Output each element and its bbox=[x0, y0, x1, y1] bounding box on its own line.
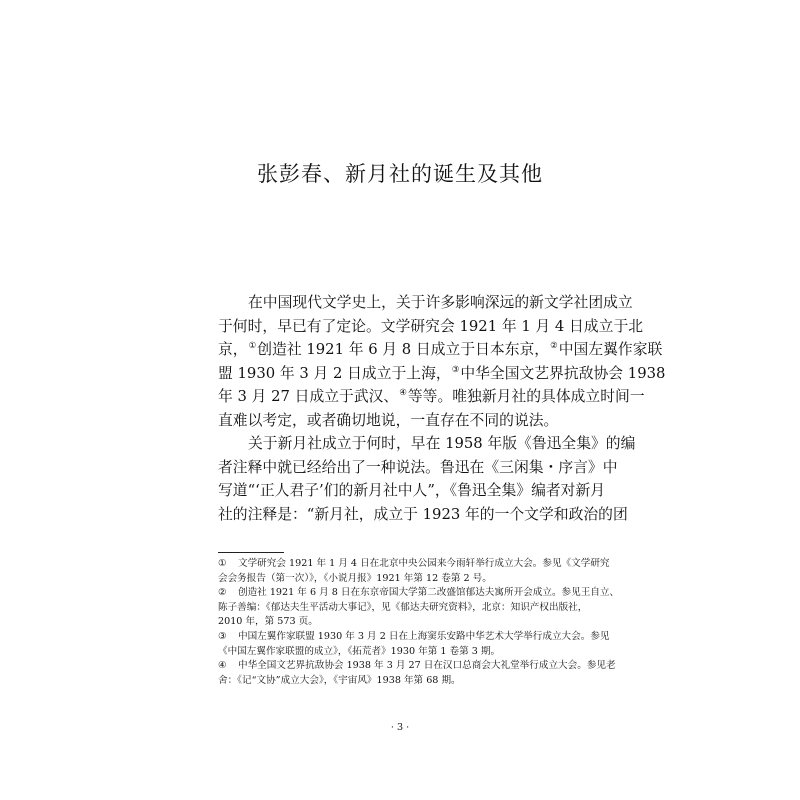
body-line: 直难以考定，或者确切地说，一直存在不同的说法。 bbox=[218, 411, 559, 429]
footnote-number: ② bbox=[218, 587, 227, 599]
body-line bbox=[218, 362, 666, 386]
body-segment: 年 3 月 27 日成立于武汉、 bbox=[218, 388, 399, 405]
body-line: 写道“‘正人君子’们的新月社中人”，《鲁迅全集》编者对新月 bbox=[218, 482, 606, 499]
footnote-line bbox=[218, 630, 610, 645]
body-segment: 中华全国文艺界抗敌协会 1938 bbox=[460, 364, 666, 382]
body-line: 社的注释是：“新月社，成立于 1923 年的一个文学和政治的团 bbox=[218, 505, 628, 523]
footnote-ref-2: ② bbox=[550, 341, 558, 351]
footnote-text: 创造社 1921 年 6 月 8 日在东京帝国大学第二改盛馆郁达夫寓所开会成立。参见王自立、 bbox=[238, 587, 620, 599]
body-line: 者注释中就已经给出了一种说法。鲁迅在《三闲集・序言》中 bbox=[218, 458, 618, 476]
footnote-number: ③ bbox=[218, 630, 227, 642]
footnote-number: ④ bbox=[218, 660, 227, 672]
body-segment: 等等。唯独新月社的具体成立时间一 bbox=[407, 388, 645, 405]
footnote-line bbox=[218, 659, 616, 674]
chapter-title: 张彭春、新月社的诞生及其他 bbox=[257, 162, 543, 186]
footnote-number: ① bbox=[218, 558, 227, 569]
body-line bbox=[218, 385, 645, 409]
footnote-line: 《中国左翼作家联盟的成立》，《拓荒者》1930 年第 1 卷第 3 期。 bbox=[218, 645, 501, 657]
footnote-divider bbox=[218, 552, 284, 553]
body-segment: 京， bbox=[218, 341, 248, 358]
footnote-text: 文学研究会 1921 年 1 月 4 日在北京中央公园来今雨轩举行成立大会。参见《文学研究 bbox=[238, 558, 610, 569]
footnote-ref-1: ① bbox=[248, 341, 257, 351]
footnote-line: 会会务报告（第一次）》，《小说月报》1921 年第 12 卷第 2 号。 bbox=[218, 572, 492, 584]
body-line: 关于新月社成立于何时，早在 1958 年版《鲁迅全集》的编 bbox=[248, 435, 636, 452]
body-segment: 创造社 1921 年 6 月 8 日成立于日本东京， bbox=[257, 341, 550, 358]
body-segment: 盟 1930 年 3 月 2 日成立于上海， bbox=[218, 364, 451, 382]
footnote-text: 中国左翼作家联盟 1930 年 3 月 2 日在上海窦乐安路中华艺术大学举行成立大会。参见 bbox=[238, 630, 610, 642]
footnote-line bbox=[218, 586, 620, 601]
body-text bbox=[218, 291, 666, 526]
footnote-ref-3: ③ bbox=[451, 364, 460, 375]
footnote-line bbox=[218, 557, 610, 572]
footnotes bbox=[218, 557, 620, 688]
page-number: · 3 · bbox=[390, 722, 410, 733]
body-line bbox=[218, 338, 663, 362]
footnote-line: 陈子善编：《郁达夫生平活动大事记》，见《郁达夫研究资料》，北京：知识产权出版社， bbox=[218, 601, 588, 613]
footnote-ref-4: ④ bbox=[399, 388, 407, 398]
footnote-line: 舍：《记“文协”成立大会》，《宇宙风》1938 年第 68 期。 bbox=[218, 674, 461, 686]
body-line: 在中国现代文学史上，关于许多影响深远的新文学社团成立 bbox=[248, 294, 633, 311]
footnote-text: 中华全国文艺界抗敌协会 1938 年 3 月 27 日在汉口总商会大礼堂举行成立大会。参见老 bbox=[238, 660, 616, 672]
body-line: 于何时，早已有了定论。文学研究会 1921 年 1 月 4 日成立于北 bbox=[218, 317, 644, 335]
footnote-line: 2010 年，第 573 页。 bbox=[218, 616, 318, 628]
body-segment: 中国左翼作家联 bbox=[558, 341, 663, 358]
